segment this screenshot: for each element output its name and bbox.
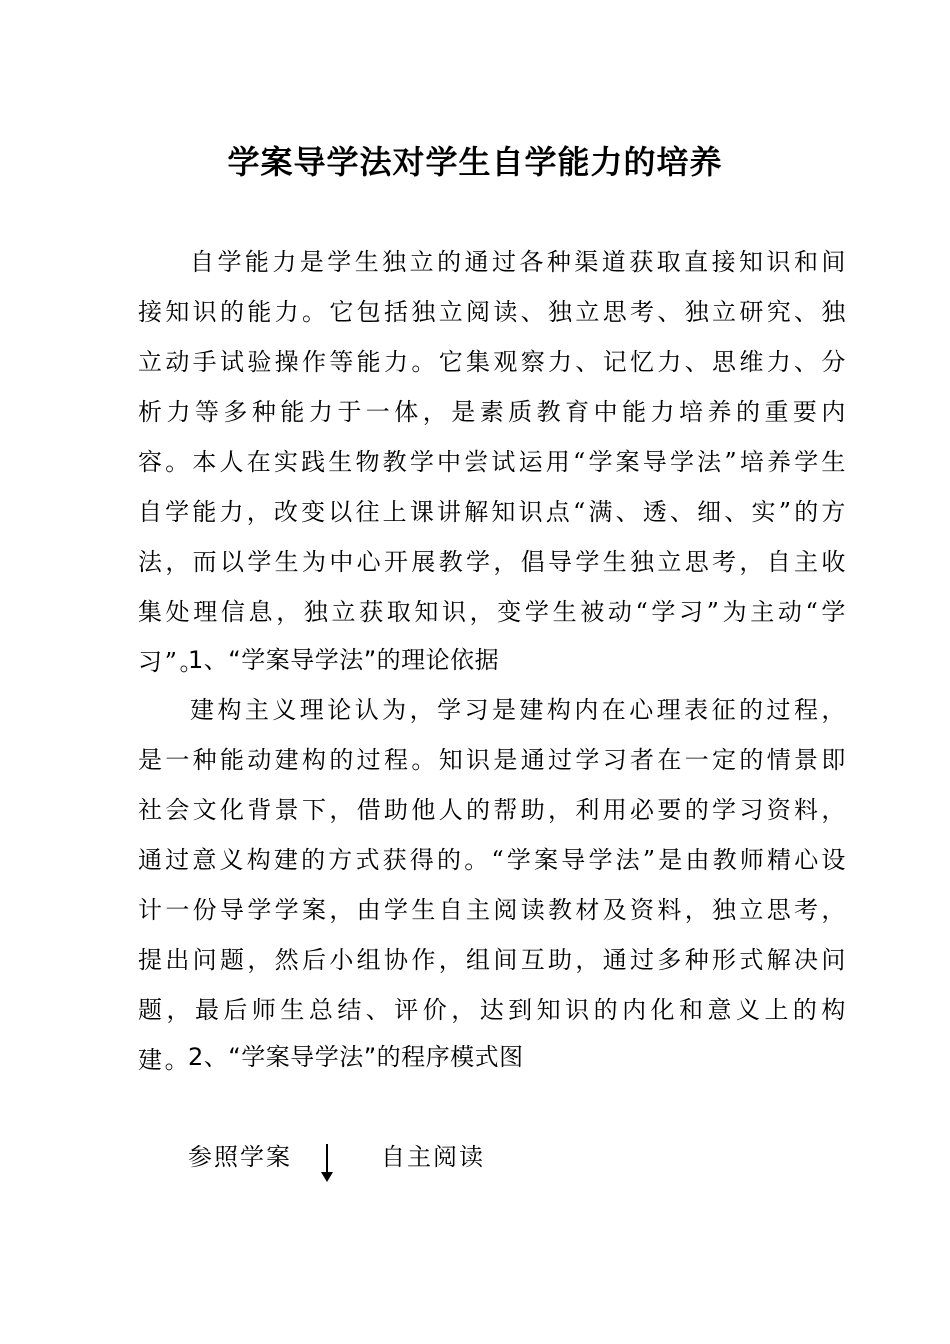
section-heading-theory: 1、“学案导学法”的理论依据 xyxy=(188,646,500,674)
section-heading-flow: 2、“学案导学法”的程序模式图 xyxy=(188,1043,524,1071)
document-title: 学案导学法对学生自学能力的培养 xyxy=(227,143,723,181)
paragraph-intro xyxy=(138,237,848,687)
flow-node-self-reading: 自主阅读 xyxy=(381,1143,485,1171)
flow-diagram xyxy=(0,1132,950,1192)
flow-node-refer-plan: 参照学案 xyxy=(188,1143,292,1171)
paragraph-theory xyxy=(138,685,848,1085)
paragraph-intro-text: 自学能力是学生独立的通过各种渠道获取直接知识和间接知识的能力。它包括独立阅读、独立思考、独立研究、独立动手试验操作等能力。它集观察力、记忆力、思维力、分析力等多种能力于一体，是素质教育中能力培养的重要内容。本人在实践生物教学中尝试运用“学案导学法”培养学生自学能力，改变以往上课讲解知识点“满、透、细、实”的方法，而以学生为中心开展教学，倡导学生独立思考，自主收集处理信息，独立获取知识，变学生被动“学习”为主动“学习”。 xyxy=(138,248,848,676)
paragraph-theory-text: 建构主义理论认为，学习是建构内在心理表征的过程，是一种能动建构的过程。知识是通过学习者在一定的情景即社会文化背景下，借助他人的帮助，利用必要的学习资料，通过意义构建的方式获得的。“学案导学法”是由教师精心设计一份导学学案，由学生自主阅读教材及资料，独立思考，提出问题，然后小组协作，组间互助，通过多种形式解决问题，最后师生总结、评价，达到知识的内化和意义上的构建。 xyxy=(138,696,848,1074)
